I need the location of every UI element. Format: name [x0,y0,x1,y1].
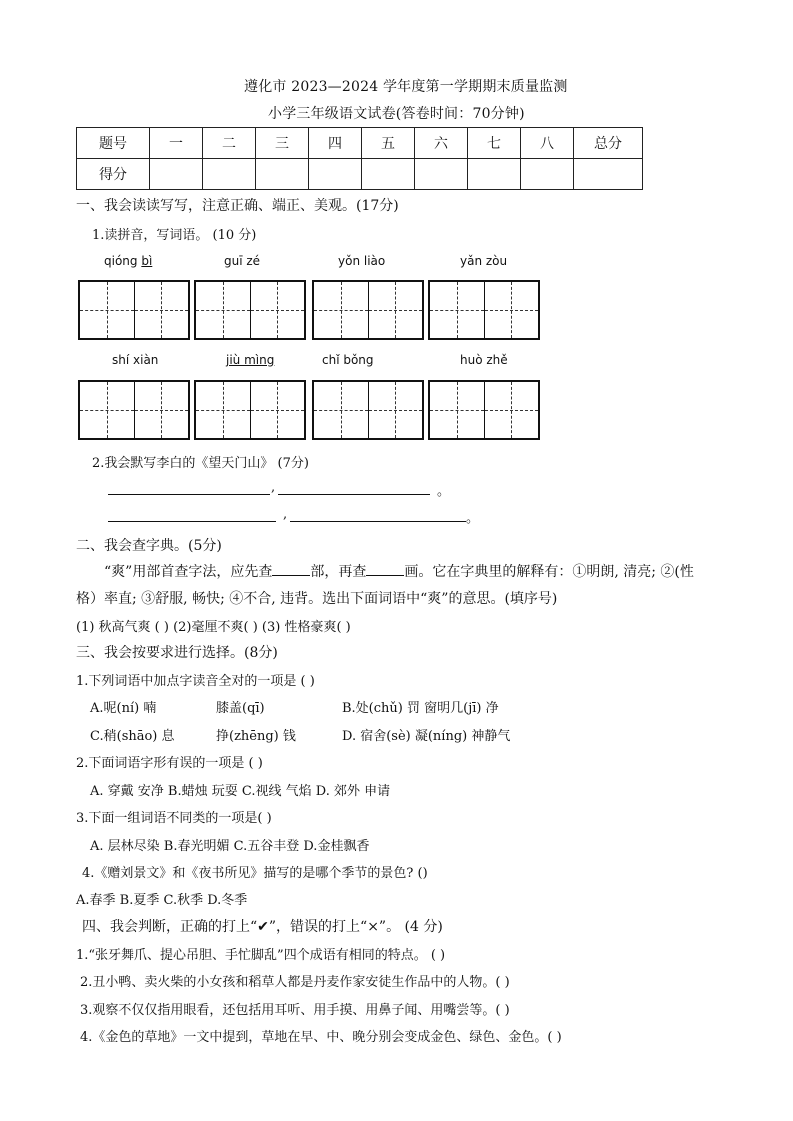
score-header-cell: 二 [203,128,256,159]
grid-cell[interactable] [369,382,423,438]
score-input-cell[interactable] [203,159,256,190]
q4-1: 1.“张牙舞爪、提心吊胆、手忙脚乱”四个成语有相同的特点。 ( ) [76,948,446,963]
q3-2: 2.下面词语字形有误的一项是 ( ) [76,756,263,771]
grid-cell[interactable] [430,382,485,438]
q4-3: 3.观察不仅仅指用眼看，还包括用耳听、用手摸、用鼻子闻、用嘴尝等。( ) [80,1003,510,1018]
tianzige-grid[interactable] [312,380,424,440]
q3-1: 1.下列词语中加点字读音全对的一项是 ( ) [76,674,315,689]
tianzige-grid[interactable] [194,380,306,440]
score-header-cell: 八 [521,128,574,159]
tianzige-grid[interactable] [78,380,190,440]
score-header-cell: 四 [309,128,362,159]
pinyin-label: yǒn liào [338,254,386,268]
exam-title: 遵化市 2023—2024 学年度第一学期期末质量监测 [244,79,568,95]
score-header-cell: 六 [415,128,468,159]
tianzige-grid[interactable] [428,380,540,440]
grid-cell[interactable] [80,382,135,438]
answer-line[interactable] [108,521,276,522]
grid-cell[interactable] [196,282,251,338]
pinyin-label: huò zhě [460,353,508,367]
grid-cell[interactable] [485,282,539,338]
grid-cell[interactable] [314,382,369,438]
comma: , [271,480,276,495]
grid-cell[interactable] [135,282,189,338]
pinyin-label: shí xiàn [112,353,159,367]
section3-heading: 三、我会按要求进行选择。(8分) [76,645,278,661]
score-input-cell[interactable] [256,159,309,190]
pinyin-label: qióng bì [104,254,153,268]
grid-cell[interactable] [251,282,305,338]
section2-paragraph-cont: 格）率直; ③舒服, 畅快; ④不合, 违背。选出下面词语中“爽”的意思。(填序号) [76,591,558,607]
grid-cell[interactable] [251,382,305,438]
score-input-cell[interactable] [362,159,415,190]
q2-label: 2.我会默写李白的《望天门山》 (7分) [92,456,309,471]
blank[interactable] [366,563,404,576]
q3-1-option-a: A.呢(ní) 喃 [90,701,157,716]
q3-4-options: A.春季 B.夏季 C.秋季 D.冬季 [76,893,248,908]
score-header-cell: 一 [150,128,203,159]
period: 。 [466,511,480,526]
grid-cell[interactable] [430,282,485,338]
comma: , [283,507,288,522]
score-header-cell: 题号 [77,128,150,159]
score-input-cell[interactable] [415,159,468,190]
score-header-cell: 总分 [574,128,643,159]
q4-4: 4.《金色的草地》一文中提到，草地在早、中、晚分别会变成金色、绿色、金色。( ) [80,1030,562,1045]
score-table-score-row [77,159,643,190]
grid-cell[interactable] [80,282,135,338]
answer-line[interactable] [290,521,466,522]
score-input-cell[interactable] [468,159,521,190]
pinyin-label: yǎn zòu [460,254,508,268]
section1-heading: 一、我会读读写写，注意正确、端正、美观。(17分) [76,198,399,214]
answer-line[interactable] [108,494,270,495]
score-input-cell[interactable] [574,159,643,190]
section4-heading: 四、我会判断，正确的打上“✔”，错误的打上“×”。 (4 分) [82,919,443,935]
exam-subtitle: 小学三年级语文试卷(答卷时间：70分钟) [268,106,525,122]
pinyin-label: chǐ bǒng [322,353,374,367]
tianzige-grid[interactable] [312,280,424,340]
q1-label: 1.读拼音，写词语。 (10 分) [92,228,257,243]
tianzige-grid[interactable] [78,280,190,340]
answer-line[interactable] [278,494,430,495]
score-row-label: 得分 [77,159,150,190]
pinyin-label: guī zé [224,254,261,268]
q3-1-option-c: C.稍(shāo) 息 [90,729,175,744]
q4-2: 2.丑小鸭、卖火柴的小女孩和稻草人都是丹麦作家安徒生作品中的人物。( ) [80,975,510,990]
section2-paragraph: “爽”用部首查字法，应先查 部，再查 画。它在字典里的解释有：①明朗, 清亮; ②(性 [104,564,694,580]
tianzige-grid[interactable] [428,280,540,340]
section2-items: (1) 秋高气爽 ( ) (2)毫厘不爽( ) (3) 性格豪爽( ) [76,620,351,635]
section2-heading: 二、我会查字典。(5分) [76,538,222,554]
score-input-cell[interactable] [521,159,574,190]
score-input-cell[interactable] [150,159,203,190]
grid-cell[interactable] [135,382,189,438]
pinyin-label: jiù mìng [226,353,275,367]
period: 。 [437,484,451,499]
q3-1-option-a2: 膝盖(qī) [216,701,265,716]
q3-4: 4.《赠刘景文》和《夜书所见》描写的是哪个季节的景色? () [82,866,428,881]
q3-1-option-b: B.处(chǔ) 罚 窗明几(jī) 净 [342,701,499,716]
q3-1-option-c2: 挣(zhēng) 钱 [216,729,296,744]
grid-cell[interactable] [485,382,539,438]
score-input-cell[interactable] [309,159,362,190]
grid-cell[interactable] [369,282,423,338]
q3-2-options: A. 穿戴 安净 B.蜡烛 玩耍 C.视线 气焰 D. 郊外 申请 [90,784,391,799]
grid-cell[interactable] [314,282,369,338]
score-table [76,127,643,190]
score-table-header-row [77,128,643,159]
tianzige-grid[interactable] [194,280,306,340]
score-header-cell: 三 [256,128,309,159]
score-header-cell: 五 [362,128,415,159]
grid-cell[interactable] [196,382,251,438]
blank[interactable] [272,563,310,576]
q3-3: 3.下面一组词语不同类的一项是( ) [76,811,272,826]
q3-3-options: A. 层林尽染 B.春光明媚 C.五谷丰登 D.金桂飘香 [90,839,370,854]
score-header-cell: 七 [468,128,521,159]
q3-1-option-d: D. 宿舍(sè) 凝(níng) 神静气 [342,729,511,744]
